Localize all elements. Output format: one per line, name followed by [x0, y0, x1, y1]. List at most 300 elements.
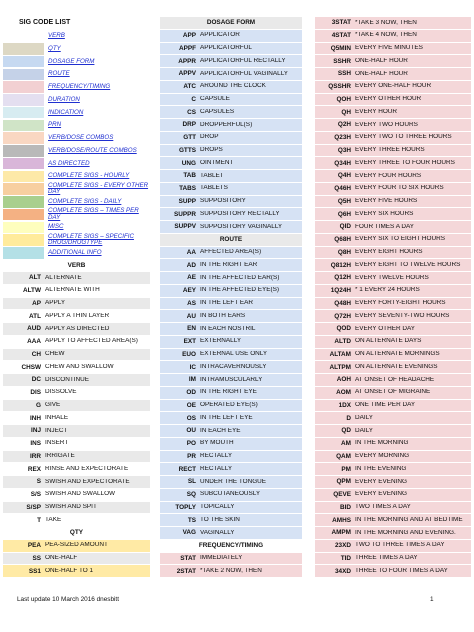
sig-code: D — [346, 414, 351, 422]
sig-description: DROP — [200, 134, 219, 141]
table-row — [160, 425, 302, 438]
sig-description: EVERY SEVENTY-TWO HOURS — [355, 312, 450, 319]
table-row — [315, 183, 471, 196]
frequency-header: FREQUENCY/TIMING — [160, 540, 302, 553]
sig-code: PEA — [27, 542, 41, 550]
sig-description: APPLY — [45, 300, 66, 307]
table-row — [160, 349, 302, 362]
sig-description: THREE TIMES A DAY — [355, 555, 418, 562]
table-row — [315, 425, 471, 438]
sig-description: *TAKE 4 NOW, THEN — [355, 32, 417, 39]
sig-code: GTTS — [178, 146, 196, 154]
table-row — [160, 412, 302, 425]
sig-code: Q4H — [337, 172, 351, 180]
table-row — [3, 438, 150, 451]
sig-code: GTT — [183, 134, 196, 142]
legend-item — [3, 234, 150, 247]
legend-item — [3, 30, 150, 43]
sig-code: 1DX — [338, 401, 351, 409]
sig-code: REX — [27, 465, 41, 473]
table-row — [315, 145, 471, 158]
table-row — [3, 489, 150, 502]
sig-description: EVERY MORNING — [355, 453, 410, 460]
legend-item — [3, 119, 150, 132]
sig-description: TABLETS — [200, 185, 228, 192]
table-row — [160, 106, 302, 119]
sig-description: IMMEDIATELY — [200, 555, 243, 562]
table-row — [315, 565, 471, 578]
table-row — [315, 196, 471, 209]
sig-description: DROPS — [200, 147, 223, 154]
table-row — [160, 451, 302, 464]
sig-description: IN THE LEFT EYE — [200, 414, 253, 421]
table-row — [315, 502, 471, 515]
sig-description: EVERY THREE TO FOUR HOURS — [355, 159, 455, 166]
table-row — [160, 247, 302, 260]
sig-description: IN THE MORNING — [355, 440, 409, 447]
table-row — [315, 119, 471, 132]
table-row — [3, 540, 150, 553]
column-verb-qty — [3, 17, 150, 578]
sig-description: SUBCUTANEOUSLY — [200, 491, 261, 498]
legend-swatch — [3, 107, 44, 119]
sig-code: RECT — [178, 465, 196, 473]
sig-description: THREE TO FOUR TIMES A DAY — [355, 567, 448, 574]
sig-code: BID — [339, 503, 351, 511]
table-row — [3, 565, 150, 578]
legend-swatch — [3, 247, 44, 259]
sig-description: TO THE SKIN — [200, 516, 240, 523]
table-row — [160, 361, 302, 374]
legend-link[interactable]: FREQUENCY/TIMING — [48, 83, 111, 91]
sig-description: TWO TO THREE TIMES A DAY — [355, 542, 445, 549]
sig-code: Q5MIN — [330, 44, 351, 52]
sig-description: EVERY TWO HOURS — [355, 121, 418, 128]
table-row — [160, 221, 302, 234]
sig-code: APPF — [178, 44, 196, 52]
table-row — [3, 412, 150, 425]
sig-code: ATC — [183, 83, 196, 91]
sig-code: INS — [30, 440, 41, 448]
sig-description: INJECT — [45, 427, 68, 434]
table-row — [160, 196, 302, 209]
sig-code: SL — [187, 478, 196, 486]
sig-description: EVERY THREE HOURS — [355, 147, 425, 154]
table-row — [3, 463, 150, 476]
table-row — [160, 259, 302, 272]
sig-description: EVERY SIX TO EIGHT HOURS — [355, 236, 445, 243]
sig-description: ON ALTERNATE DAYS — [355, 338, 422, 345]
table-row — [315, 94, 471, 107]
sig-code: PR — [187, 452, 196, 460]
sig-code: EN — [187, 325, 196, 333]
sig-code: Q12H — [334, 274, 351, 282]
sig-code: 4STAT — [331, 32, 351, 40]
table-row — [315, 310, 471, 323]
legend-swatch — [3, 56, 44, 68]
sig-description: CAPSULES — [200, 108, 235, 115]
route-table — [160, 247, 302, 540]
legend-link[interactable]: COMPLETE SIGS – SPECIFIC DRUG/DRUGTYPE — [48, 232, 134, 247]
table-row — [160, 438, 302, 451]
legend-link[interactable]: ADDITIONAL INFO — [48, 248, 102, 256]
sig-description: IN THE LEFT EAR — [200, 300, 254, 307]
table-row — [315, 285, 471, 298]
legend-item — [3, 196, 150, 209]
sig-description: APPLICATOR — [200, 32, 240, 39]
sig-description: CHEW AND SWALLOW — [45, 363, 114, 370]
legend-link[interactable]: COMPLETE SIGS – TIMES PER DAY — [48, 207, 139, 221]
sig-description: EVERY FORTY-EIGHT HOURS — [355, 300, 446, 307]
table-row — [160, 208, 302, 221]
sig-code: DC — [31, 376, 41, 384]
sig-code: T — [37, 516, 41, 524]
sig-description: IN THE EVENING — [355, 465, 407, 472]
sig-code: IM — [188, 376, 196, 384]
sig-description: SUPPOSITORY — [200, 198, 246, 205]
sig-description: RINSE AND EXPECTORATE — [45, 465, 129, 472]
route-header: ROUTE — [160, 234, 302, 247]
sig-code: 3STAT — [331, 19, 351, 27]
sig-description: IN THE MORNING AND EVENING. — [355, 529, 456, 536]
table-row — [3, 272, 150, 285]
sig-code: Q23H — [334, 134, 351, 142]
legend-swatch — [3, 222, 44, 234]
sig-code: AE — [187, 274, 196, 282]
verb-header: VERB — [3, 259, 150, 272]
sig-description: * 1 EVERY 24 HOURS — [355, 287, 420, 294]
sig-code: QOH — [336, 95, 351, 103]
table-row — [315, 553, 471, 566]
sig-code: S/SP — [26, 503, 41, 511]
sig-code: VAG — [182, 529, 196, 537]
table-row — [3, 298, 150, 311]
sig-description: ALTERNATE WITH — [45, 287, 100, 294]
sig-code: UNG — [181, 159, 196, 167]
table-row — [160, 285, 302, 298]
legend-item — [3, 208, 150, 221]
sig-code: STAT — [180, 554, 196, 562]
sig-description: IN THE RIGHT EYE — [200, 389, 257, 396]
sig-description: DISSOLVE — [45, 389, 77, 396]
legend-swatch — [3, 145, 44, 157]
table-row — [160, 463, 302, 476]
table-row — [160, 323, 302, 336]
legend-item — [3, 221, 150, 234]
sig-description: TOPICALLY — [200, 504, 235, 511]
sig-description: DISCONTINUE — [45, 376, 90, 383]
table-row — [160, 81, 302, 94]
sig-code: AMHS — [332, 516, 351, 524]
table-row — [160, 527, 302, 540]
table-row — [160, 310, 302, 323]
legend-item — [3, 145, 150, 158]
legend-swatch — [3, 158, 44, 170]
table-row — [315, 247, 471, 260]
sig-description: EVERY ONE-HALF HOUR — [355, 83, 432, 90]
sig-description: ONE-HALF HOUR — [355, 70, 408, 77]
legend-link[interactable]: DOSAGE FORM — [48, 57, 95, 65]
legend-swatch — [3, 132, 44, 144]
sig-description: GIVE — [45, 402, 61, 409]
sig-code: SUPP — [178, 197, 196, 205]
qty-header: QTY — [3, 527, 150, 540]
sig-description: AFFECTED AREA(S) — [200, 249, 262, 256]
sig-description: ON ALTERNATE MORNINGS — [355, 351, 440, 358]
table-row — [315, 349, 471, 362]
sig-description: RECTALLY — [200, 453, 233, 460]
sig-code: AEY — [182, 287, 196, 295]
column-frequency — [315, 17, 471, 578]
sig-description: UNDER THE TONGUE — [200, 478, 267, 485]
table-row — [160, 68, 302, 81]
sig-code: IC — [189, 363, 196, 371]
sig-code: QSSHR — [328, 83, 351, 91]
sig-code: AM — [341, 440, 351, 448]
sig-code: AMPM — [331, 529, 351, 537]
legend-link[interactable]: COMPLETE SIGS - HOURLY — [48, 172, 130, 180]
table-row — [315, 272, 471, 285]
legend-swatch — [3, 196, 44, 208]
sig-description: IN EACH NOSTRIL — [200, 325, 256, 332]
legend-item — [3, 157, 150, 170]
sig-description: SUPPOSITORY VAGINALLY — [200, 223, 283, 230]
sig-code: ALTAM — [329, 350, 351, 358]
table-row — [3, 476, 150, 489]
table-row — [315, 81, 471, 94]
table-row — [315, 540, 471, 553]
table-row — [315, 208, 471, 221]
table-row — [160, 502, 302, 515]
sig-code: QEVE — [333, 491, 351, 499]
sig-code: Q5H — [337, 197, 351, 205]
table-row — [160, 272, 302, 285]
sig-code: 23XD — [335, 542, 351, 550]
verb-table — [3, 272, 150, 527]
sig-code: AD — [186, 261, 196, 269]
page-title: SIG CODE LIST — [3, 17, 150, 30]
legend-link[interactable]: DURATION — [48, 95, 80, 103]
sig-code: CS — [187, 108, 196, 116]
legend — [3, 30, 150, 260]
sig-description: EVERY FOUR HOURS — [355, 172, 422, 179]
table-row — [315, 527, 471, 540]
sig-code: G — [36, 401, 41, 409]
sig-code: CHSW — [21, 363, 41, 371]
table-row — [315, 30, 471, 43]
table-row — [315, 157, 471, 170]
table-row — [3, 400, 150, 413]
sig-code: 2STAT — [176, 567, 196, 575]
table-row — [3, 425, 150, 438]
table-row — [315, 336, 471, 349]
sig-code: OE — [186, 401, 196, 409]
sig-code: AU — [186, 312, 196, 320]
table-row — [315, 451, 471, 464]
table-row — [160, 565, 302, 578]
table-row — [160, 514, 302, 527]
legend-link[interactable]: ROUTE — [48, 70, 70, 78]
legend-swatch — [3, 94, 44, 106]
table-row — [315, 463, 471, 476]
table-row — [160, 157, 302, 170]
sig-description: EVERY EIGHT HOURS — [355, 249, 423, 256]
table-row — [3, 502, 150, 515]
sig-description: EVERY OTHER DAY — [355, 325, 416, 332]
legend-link[interactable]: AS DIRECTED — [48, 159, 90, 167]
sig-code: AUD — [27, 325, 41, 333]
legend-item — [3, 43, 150, 56]
legend-item — [3, 68, 150, 81]
sig-code: SS — [32, 554, 41, 562]
table-row — [160, 400, 302, 413]
legend-link[interactable]: COMPLETE SIGS - DAILY — [48, 197, 122, 205]
sig-description: ON ALTERNATE EVENINGS — [355, 363, 438, 370]
table-row — [160, 30, 302, 43]
legend-swatch — [3, 120, 44, 132]
table-row — [315, 221, 471, 234]
sig-code: INJ — [31, 427, 41, 435]
legend-link[interactable]: PRN — [48, 121, 62, 129]
sig-description: ONE TIME PER DAY — [355, 402, 416, 409]
sig-description: ALTERNATE — [45, 274, 82, 281]
legend-item — [3, 94, 150, 107]
table-row — [160, 170, 302, 183]
sig-code: PO — [186, 440, 196, 448]
legend-link[interactable]: COMPLETE SIGS - EVERY OTHER DAY — [48, 181, 149, 196]
table-row — [315, 132, 471, 145]
sig-code: AOH — [336, 376, 351, 384]
legend-swatch — [3, 30, 44, 42]
sig-code: ATL — [29, 312, 41, 320]
sig-description: *TAKE 3 NOW, THEN — [355, 19, 417, 26]
sig-code: CH — [31, 350, 41, 358]
sig-description: INTRACAVERNOUSLY — [200, 363, 267, 370]
sig-code: TAB — [183, 172, 196, 180]
sig-code: IRR — [29, 452, 41, 460]
sig-description: OINTMENT — [200, 159, 234, 166]
table-row — [315, 489, 471, 502]
legend-link[interactable]: VERB/DOSE COMBOS — [48, 134, 114, 142]
sig-description: AT ONSET OF HEADACHE — [355, 376, 435, 383]
sig-code: QPM — [336, 478, 351, 486]
table-row — [315, 68, 471, 81]
sig-description: EVERY FIVE MINUTES — [355, 45, 423, 52]
legend-link[interactable]: VERB/DOSE/ROUTE COMBOS — [48, 146, 137, 154]
sig-description: DAILY — [355, 427, 373, 434]
sig-code: AS — [187, 299, 196, 307]
table-row — [160, 183, 302, 196]
sig-code: DRP — [182, 121, 196, 129]
sig-description: IRRIGATE — [45, 453, 75, 460]
frequency-table-part1 — [160, 553, 302, 579]
sig-code: Q8H — [337, 248, 351, 256]
legend-link[interactable]: INDICATION — [48, 108, 84, 116]
sig-description: FOUR TIMES A DAY — [355, 223, 415, 230]
table-row — [160, 145, 302, 158]
sig-code: SSHR — [333, 57, 351, 65]
legend-swatch — [3, 234, 44, 246]
sig-description: AT ONSET OF MIGRAINE — [355, 389, 431, 396]
legend-swatch — [3, 69, 44, 81]
sig-code: 34XD — [335, 567, 351, 575]
sig-description: SUPPOSITORY RECTALLY — [200, 210, 280, 217]
legend-swatch — [3, 81, 44, 93]
table-row — [160, 55, 302, 68]
sig-description: IN THE MORNING AND AT BEDTIME — [355, 516, 463, 523]
table-row — [315, 43, 471, 56]
sig-description: EVERY TWELVE HOURS — [355, 274, 429, 281]
sig-description: CHEW — [45, 351, 65, 358]
sig-description: SWISH AND SWALLOW — [45, 491, 116, 498]
table-row — [160, 489, 302, 502]
sig-code: OS — [186, 414, 196, 422]
sig-description: EVERY TWO TO THREE HOURS — [355, 134, 452, 141]
table-row — [160, 43, 302, 56]
sig-description: IN THE AFFECTED EAR(S) — [200, 274, 280, 281]
sig-description: RECTALLY — [200, 465, 233, 472]
sig-description: INSERT — [45, 440, 69, 447]
sig-code: AP — [32, 299, 41, 307]
legend-link[interactable]: VERB — [48, 32, 65, 40]
legend-item — [3, 106, 150, 119]
table-row — [3, 553, 150, 566]
legend-link[interactable]: QTY — [48, 44, 61, 52]
sig-code: TS — [187, 516, 196, 524]
table-row — [315, 387, 471, 400]
legend-swatch — [3, 171, 44, 183]
sig-description: EVERY OTHER HOUR — [355, 96, 422, 103]
sig-description: BY MOUTH — [200, 440, 234, 447]
legend-swatch — [3, 183, 44, 195]
sig-code: QOD — [336, 325, 351, 333]
sig-code: Q6H — [337, 210, 351, 218]
dosage-table — [160, 30, 302, 234]
sig-code: AAA — [27, 338, 41, 346]
table-row — [315, 412, 471, 425]
sig-code: QID — [339, 223, 351, 231]
table-row — [3, 451, 150, 464]
sig-code: QAM — [336, 452, 351, 460]
sig-description: OPERATED EYE(S) — [200, 402, 258, 409]
sig-description: IN BOTH EARS — [200, 312, 246, 319]
sig-description: SWISH AND SPIT — [45, 504, 97, 511]
frequency-table-part2 — [315, 17, 471, 578]
table-row — [315, 106, 471, 119]
sig-description: EVERY FIVE HOURS — [355, 198, 418, 205]
sig-code: AOM — [336, 389, 351, 397]
sig-description: INTRAMUSCULARLY — [200, 376, 263, 383]
sig-code: C — [191, 95, 196, 103]
sig-description: CAPSULE — [200, 96, 230, 103]
sig-code: TABS — [179, 185, 196, 193]
table-row — [160, 298, 302, 311]
sig-code: SUPPR — [173, 210, 196, 218]
sig-code: ALTPM — [329, 363, 351, 371]
sig-description: TABLET — [200, 172, 224, 179]
sig-description: EXTERNALLY — [200, 338, 242, 345]
sig-code: QH — [341, 108, 351, 116]
legend-link[interactable]: MISC — [48, 223, 64, 231]
sig-code: Q72H — [334, 312, 351, 320]
table-row — [160, 374, 302, 387]
sig-code: DIS — [30, 389, 41, 397]
sig-code: Q46H — [334, 185, 351, 193]
sig-description: APPLY TO AFFECTED AREA(S) — [45, 338, 138, 345]
table-row — [3, 387, 150, 400]
footer-update: Last update 10 March 2016 dnesbitt — [17, 596, 119, 603]
sig-description: EVERY EIGHT TO TWELVE HOURS — [355, 261, 461, 268]
